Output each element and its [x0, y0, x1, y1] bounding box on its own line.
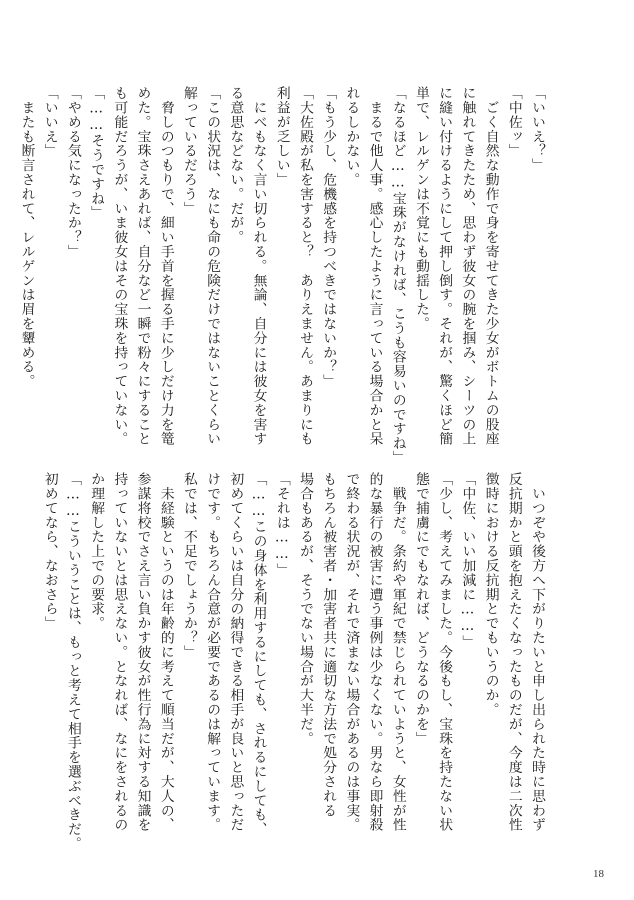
text-line: 利益が乏しい」 — [273, 86, 290, 187]
text-line: 「この状況は、なにも命の危険だけではないことくらい — [204, 86, 221, 446]
text-line: ごく自然な動作で身を寄せてきた少女がボトムの股座 — [482, 86, 499, 446]
text-line: 「なるほど……宝珠がなければ、こうも容易いのですね」 — [389, 86, 406, 465]
text-line: 初めてくらいは自分の納得できる相手が良いと思っただ — [227, 472, 244, 832]
text-line: 未経験というのは年齢的に考えて順当だが、大人の、 — [157, 472, 174, 832]
text-line: 「中佐、いい加減に……」 — [459, 472, 476, 650]
text-line: 反抗期かと頭を抱えたくなったものだが、今度は二次性 — [505, 472, 522, 832]
text-line: 「それは……」 — [273, 472, 290, 578]
text-line: 「……この身体を利用するにしても、されるにしても、 — [250, 472, 267, 837]
text-line: 「いいえ」 — [41, 86, 58, 158]
text-line: 「……そうですね」 — [88, 86, 105, 220]
text-line: 戦争だ。条約や軍紀で禁じられていようと、女性が性 — [389, 472, 406, 832]
text-line: めた。宝珠さえあれば、自分など一瞬で粉々にすること — [134, 86, 151, 446]
text-block-top — [18, 86, 548, 465]
text-line: 「……こういうことは、もっと考えて相手を選ぶべきだ。 — [64, 472, 81, 851]
text-line: またも断言されて、レルゲンは眉を顰める。 — [18, 86, 35, 389]
text-line: で終わる状況が、それで済まない場合があるのは事実。 — [343, 472, 360, 832]
text-line: 参謀将校でさえ言い負かす彼女が性行為に対する知識を — [134, 472, 151, 832]
text-line: 的な暴行の被害に遭う事例は少なくない。男なら即射殺 — [366, 472, 383, 832]
text-line: か理解した上での要求。 — [88, 472, 105, 631]
text-line: 場合もあるが、そうでない場合が大半だ。 — [296, 472, 313, 746]
text-line: 徴時における反抗期とでもいうのか。 — [482, 472, 499, 717]
text-line: 「もう少し、危機感を持つべきではないか？」 — [320, 86, 337, 389]
text-line: 「少し、考えてみました。今後もし、宝珠を持たない状 — [436, 472, 453, 832]
text-line: 単で、レルゲンは不覚にも動揺した。 — [412, 86, 429, 331]
text-line: 「大佐殿が私を害すると？ ありえません。あまりにも — [296, 86, 313, 446]
text-line: も可能だろうが、いま彼女はその宝珠を持っていない。 — [111, 86, 128, 446]
text-line: る意思などない。だが。 — [227, 86, 244, 245]
text-line: に縫い付けるようにして押し倒す。それが、驚くほど簡 — [436, 86, 453, 446]
text-line: 初めてなら、なおさら」 — [41, 472, 58, 631]
text-line: 「いいえ？」 — [529, 86, 545, 173]
text-line: 脅しのつもりで、細い手首を握る手に少しだけ力を篭 — [157, 86, 174, 446]
text-block-bottom — [41, 472, 548, 851]
text-line: 態で捕虜にでもなれば、どうなるのかを」 — [412, 472, 429, 746]
text-line: 「中佐ッ」 — [505, 86, 522, 158]
page-number: 18 — [593, 868, 604, 880]
text-line: 私では、不足でしょうか？」 — [180, 472, 197, 660]
text-line: にべもなく言い切られる。無論、自分には彼女を害す — [250, 86, 267, 446]
text-line: もちろん被害者・加害者共に適切な方法で処分される — [320, 472, 337, 818]
text-line: に触れてきたため、思わず彼女の腕を掴み、シーツの上 — [459, 86, 476, 446]
text-line: けです。もちろん合意が必要であるのは解っています。 — [204, 472, 221, 832]
text-line: 持っていないとは思えない。となれば、なにをされるの — [111, 472, 128, 832]
text-line: まるで他人事。感心したように言っている場合かと呆 — [366, 86, 383, 446]
text-line: いつぞや後方へ下がりたいと申し出られた時に思わず — [529, 472, 545, 832]
text-line: れるしかない。 — [343, 86, 360, 187]
text-line: 解っているだろう」 — [180, 86, 197, 216]
text-line: 「やめる気になったか？」 — [64, 86, 81, 259]
